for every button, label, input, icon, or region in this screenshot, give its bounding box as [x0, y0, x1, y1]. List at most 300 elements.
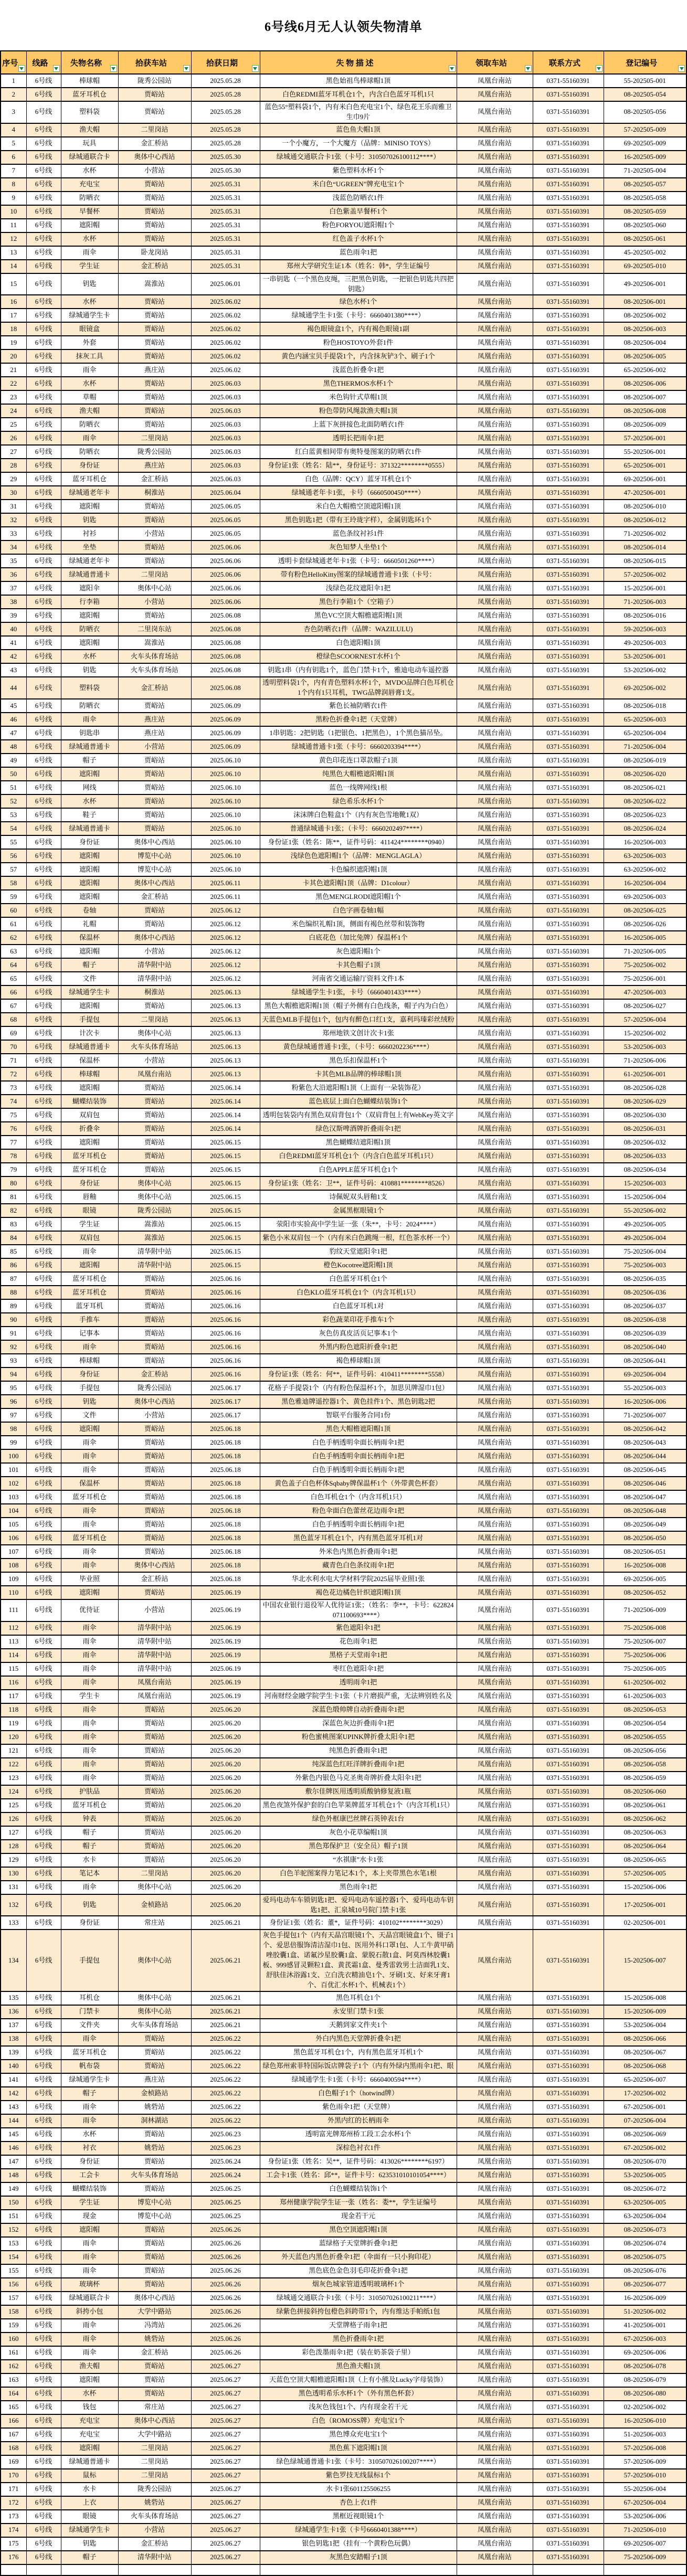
cell-line: 6号线 [26, 636, 61, 650]
cell-contact: 0371-55160391 [533, 164, 604, 178]
cell-item_name: 钥匙串 [61, 726, 118, 740]
table-row [1, 849, 686, 863]
cell-pickup_date: 2025.06.03 [191, 377, 260, 390]
cell-pickup_station: 小营站 [118, 1408, 191, 1422]
cell-pickup_station: 清华附中站 [118, 1662, 191, 1676]
cell-contact: 0371-55160391 [533, 390, 604, 404]
cell-index: 62 [1, 931, 26, 945]
cell-pickup_date: 2025.06.08 [191, 622, 260, 636]
cell-description: 紫色雨伞1把（天堂牌） [260, 2101, 457, 2114]
table-row [1, 418, 686, 431]
table-row [1, 246, 686, 260]
cell-index: 36 [1, 568, 26, 581]
cell-reg_no: 08-202506-020 [604, 767, 686, 781]
cell-pickup_station: 金桢路站 [118, 2087, 191, 2101]
cell-index: 29 [1, 472, 26, 486]
filter-icon[interactable] [53, 65, 60, 72]
cell-pickup_station: 博览中心站 [118, 863, 191, 876]
cell-pickup_station: 贾峪站 [118, 2264, 191, 2278]
cell-claim_station: 凤凰台南站 [457, 1504, 533, 1518]
cell-reg_no: 08-202506-060 [604, 1785, 686, 1799]
cell-pickup_date: 2025.06.15 [191, 1258, 260, 1272]
cell-line: 6号线 [26, 2455, 61, 2469]
cell-description: 橙绿色SCOORNEST水杯1个 [260, 650, 457, 663]
cell-contact: 0371-55160391 [533, 1204, 604, 1217]
cell-line: 6号线 [26, 2155, 61, 2169]
cell-contact: 0371-55160391 [533, 2073, 604, 2087]
cell-contact: 0371-55160391 [533, 205, 604, 219]
cell-claim_station: 凤凰台南站 [457, 1231, 533, 1245]
table-row [1, 754, 686, 767]
cell-reg_no: 65-202506-007 [604, 2073, 686, 2087]
cell-claim_station: 凤凰台南站 [457, 336, 533, 349]
cell-index: 108 [1, 1559, 26, 1572]
cell-reg_no: 08-202506-014 [604, 540, 686, 554]
cell-line: 6号线 [26, 445, 61, 459]
cell-line: 6号线 [26, 1067, 61, 1081]
cell-claim_station: 凤凰台南站 [457, 1299, 533, 1313]
filter-icon[interactable] [596, 65, 603, 72]
table-row [1, 1327, 686, 1340]
table-row [1, 726, 686, 740]
cell-line: 6号线 [26, 2087, 61, 2101]
cell-claim_station: 凤凰台南站 [457, 1559, 533, 1572]
cell-item_name: 遮阳帽 [61, 636, 118, 650]
table-row [1, 2182, 686, 2196]
table-row [1, 1586, 686, 1599]
cell-description: 紫色长袖防晒衣1件 [260, 699, 457, 713]
cell-reg_no: 53-202506-005 [604, 2169, 686, 2182]
cell-pickup_date: 2025.06.27 [191, 2524, 260, 2537]
cell-line: 6号线 [26, 1095, 61, 1108]
cell-claim_station: 凤凰台南站 [457, 273, 533, 295]
cell-pickup_station: 贾峪站 [118, 1136, 191, 1149]
cell-line: 6号线 [26, 2032, 61, 2046]
cell-claim_station: 凤凰台南站 [457, 540, 533, 554]
cell-index: 106 [1, 1531, 26, 1545]
cell-claim_station: 凤凰台南站 [457, 876, 533, 890]
cell-pickup_date: 2025.06.06 [191, 540, 260, 554]
table-row [1, 1313, 686, 1327]
cell-reg_no: 08-202506-035 [604, 1272, 686, 1286]
table-row [1, 1367, 686, 1381]
cell-reg_no: 16-202506-008 [604, 1559, 686, 1572]
cell-item_name: 雨伞 [61, 1731, 118, 1744]
cell-item_name: 防晒衣 [61, 699, 118, 713]
cell-pickup_date: 2025.06.27 [191, 2387, 260, 2401]
table-body [1, 74, 686, 2575]
cell-contact: 0371-55160391 [533, 2128, 604, 2142]
cell-contact: 0371-55160391 [533, 822, 604, 835]
cell-line: 6号线 [26, 1545, 61, 1559]
cell-description: 爱玛电动车车锁钥匙1把、爱玛电动车遥控器1个、爱玛电动车钥匙1把、汇泉城10号院门禁卡1张 [260, 1894, 457, 1916]
cell-claim_station: 凤凰台南站 [457, 178, 533, 192]
cell-pickup_date: 2025.06.10 [191, 794, 260, 808]
cell-reg_no: 02-202506-002 [604, 2401, 686, 2414]
cell-contact: 0371-55160391 [533, 931, 604, 945]
cell-line: 6号线 [26, 1559, 61, 1572]
cell-description: 身份证1张（姓名：何**，证件号码：410411********5558） [260, 1367, 457, 1381]
table-row [1, 985, 686, 999]
cell-pickup_station: 清华附中站 [118, 972, 191, 985]
cell-index: 107 [1, 1545, 26, 1559]
table-row [1, 1272, 686, 1286]
table-row [1, 486, 686, 500]
cell-index: 39 [1, 609, 26, 622]
cell-line: 6号线 [26, 1354, 61, 1367]
cell-pickup_station: 姚砦站 [118, 2333, 191, 2346]
cell-pickup_station: 贾峪站 [118, 309, 191, 322]
cell-line: 6号线 [26, 2237, 61, 2251]
table-row [1, 219, 686, 232]
cell-index: 79 [1, 1163, 26, 1176]
cell-index: 56 [1, 849, 26, 863]
cell-reg_no: 63-202506-004 [604, 2210, 686, 2223]
cell-index: 148 [1, 2169, 26, 2182]
cell-contact: 0371-55160391 [533, 890, 604, 904]
cell-line: 6号线 [26, 486, 61, 500]
filter-icon[interactable] [449, 65, 456, 72]
table-row [1, 2210, 686, 2223]
cell-reg_no: 41-202506-001 [604, 2319, 686, 2333]
table-row [1, 1299, 686, 1313]
cell-pickup_station: 贾峪站 [118, 178, 191, 192]
filter-icon[interactable] [183, 65, 190, 72]
table-row [1, 1717, 686, 1731]
cell-description: 郑州地铁文创计次卡1张 [260, 1026, 457, 1040]
cell-pickup_date: 2025.06.24 [191, 2155, 260, 2169]
table-row [1, 1245, 686, 1258]
table-row [1, 1095, 686, 1108]
cell-line: 6号线 [26, 2060, 61, 2073]
column-label: 线路 [32, 59, 48, 68]
cell-contact: 0371-55160391 [533, 1299, 604, 1313]
table-row [1, 1744, 686, 1758]
table-row [1, 1190, 686, 1204]
cell-contact: 0371-55160391 [533, 1991, 604, 2005]
cell-claim_station: 凤凰台南站 [457, 2537, 533, 2551]
cell-item_name: 眼镜 [61, 2510, 118, 2524]
cell-description: 黑色雅迪牌遥控器1个、黄色挂件1个、黑色钥匙2把 [260, 1395, 457, 1408]
cell-line: 6号线 [26, 232, 61, 246]
cell-item_name: 雨伞 [61, 1340, 118, 1354]
cell-reg_no: 53-202506-001 [604, 650, 686, 663]
cell-index: 28 [1, 459, 26, 472]
cell-description: 1串钥匙：2把钥匙（1把银色、1把黑色），1个黑色猫吊坠。 [260, 726, 457, 740]
cell-pickup_station: 贾峪站 [118, 404, 191, 418]
cell-claim_station: 凤凰台南站 [457, 1026, 533, 1040]
cell-reg_no: 65-202506-004 [604, 726, 686, 740]
cell-reg_no: 65-202506-003 [604, 713, 686, 726]
cell-line: 6号线 [26, 835, 61, 849]
cell-claim_station: 凤凰台南站 [457, 1545, 533, 1559]
cell-pickup_date: 2025.06.14 [191, 1108, 260, 1122]
cell-reg_no: 08-202506-066 [604, 2032, 686, 2046]
cell-contact: 0371-55160391 [533, 595, 604, 609]
cell-reg_no: 08-202506-051 [604, 1545, 686, 1559]
filter-icon[interactable] [110, 65, 117, 72]
table-row [1, 1340, 686, 1354]
cell-claim_station: 凤凰台南站 [457, 1635, 533, 1649]
cell-pickup_station: 奥体中心站 [118, 1026, 191, 1040]
cell-pickup_station: 奥体中心西站 [118, 1395, 191, 1408]
cell-description: 黑粉色折叠伞1把（天堂牌） [260, 713, 457, 726]
cell-reg_no: 08-202506-069 [604, 2128, 686, 2142]
cell-reg_no: 57-202506-001 [604, 431, 686, 445]
cell-description: 绿色汉斯啤酒牌折叠雨伞1把 [260, 1122, 457, 1136]
table-row [1, 1436, 686, 1449]
table-row [1, 2169, 686, 2182]
cell-pickup_station: 奥体中心站 [118, 1881, 191, 1894]
cell-contact: 0371-55160391 [533, 1717, 604, 1731]
cell-pickup_date: 2025.06.03 [191, 431, 260, 445]
cell-pickup_date: 2025.06.26 [191, 2305, 260, 2319]
cell-pickup_date: 2025.05.31 [191, 192, 260, 205]
cell-line: 6号线 [26, 754, 61, 767]
cell-description: 灰色知梦人坐垫1个 [260, 540, 457, 554]
cell-item_name: 雨伞 [61, 2114, 118, 2128]
cell-description: 米白色“UGREEN”牌充电宝1个 [260, 178, 457, 192]
table-row [1, 1635, 686, 1649]
cell-contact: 0371-55160391 [533, 2524, 604, 2537]
cell-claim_station: 凤凰台南站 [457, 1067, 533, 1081]
cell-contact: 0371-55160391 [533, 2442, 604, 2455]
cell-pickup_station: 贾峪站 [118, 101, 191, 123]
cell-reg_no: 75-202506-005 [604, 1662, 686, 1676]
cell-reg_no: 59-202506-003 [604, 622, 686, 636]
cell-pickup_date: 2025.06.27 [191, 2373, 260, 2387]
cell-reg_no: 61-202506-001 [604, 1067, 686, 1081]
cell-claim_station: 凤凰台南站 [457, 958, 533, 972]
cell-item_name: 钥匙 [61, 1395, 118, 1408]
table-row [1, 1463, 686, 1477]
cell-description: 一个小魔方，一个大魔方（品牌：MINISO TOYS） [260, 137, 457, 151]
cell-pickup_date: 2025.06.15 [191, 1149, 260, 1163]
cell-contact: 0371-55160391 [533, 2114, 604, 2128]
cell-pickup_date: 2025.06.17 [191, 1395, 260, 1408]
cell-pickup_station: 贾峪站 [118, 2278, 191, 2292]
cell-contact: 0371-55160391 [533, 1190, 604, 1204]
cell-description: 黑色折叠雨伞1把 [260, 2333, 457, 2346]
cell-pickup_station: 凤凰台南站 [118, 1690, 191, 1703]
cell-reg_no: 08-202506-019 [604, 754, 686, 767]
cell-contact: 0371-55160391 [533, 808, 604, 822]
cell-reg_no: 16-202506-005 [604, 931, 686, 945]
cell-index: 35 [1, 554, 26, 568]
cell-reg_no: 69-202506-001 [604, 472, 686, 486]
cell-reg_no: 08-202506-076 [604, 2264, 686, 2278]
cell-item_name: 身份证 [61, 1367, 118, 1381]
cell-index: 98 [1, 1422, 26, 1436]
cell-contact: 0371-55160391 [533, 273, 604, 295]
table-row [1, 2237, 686, 2251]
cell-reg_no: 53-202506-006 [604, 2510, 686, 2524]
table-row [1, 2305, 686, 2319]
cell-line: 6号线 [26, 781, 61, 794]
cell-pickup_date: 2025.06.27 [191, 2401, 260, 2414]
cell-description: 粉色FORYOU遮阳帽1个 [260, 219, 457, 232]
table-row [1, 2128, 686, 2142]
cell-pickup_station: 贾峪站 [118, 1422, 191, 1436]
cell-claim_station: 凤凰台南站 [457, 2360, 533, 2373]
cell-description: 浅绿色花纹遮阳伞1把 [260, 581, 457, 595]
cell-pickup_date: 2025.06.16 [191, 1286, 260, 1299]
cell-description: 敷尔佳牌医用透明质酸钠修复液1瓶 [260, 1785, 457, 1799]
cell-description: 白色蓝牙耳机仓1个 [260, 1272, 457, 1286]
cell-claim_station: 凤凰台南站 [457, 931, 533, 945]
cell-claim_station: 凤凰台南站 [457, 595, 533, 609]
cell-pickup_date: 2025.06.17 [191, 1408, 260, 1422]
cell-claim_station: 凤凰台南站 [457, 137, 533, 151]
cell-description: 黑色透明希乐水杯1个（外有黑色杯套） [260, 2387, 457, 2401]
cell-item_name: 鞋子 [61, 808, 118, 822]
cell-line: 6号线 [26, 2005, 61, 2019]
cell-pickup_station: 贾峪站 [118, 1272, 191, 1286]
filter-icon[interactable] [252, 65, 259, 72]
cell-contact: 0371-55160391 [533, 1122, 604, 1136]
cell-pickup_station: 金汇桥站 [118, 472, 191, 486]
cell-line: 6号线 [26, 363, 61, 377]
cell-description: 绿城通普通卡1张（卡号：6660203394****） [260, 740, 457, 754]
cell-item_name: 门禁卡 [61, 2005, 118, 2019]
cell-line: 6号线 [26, 2182, 61, 2196]
cell-claim_station: 凤凰台南站 [457, 1258, 533, 1272]
cell-item_name: 水杯 [61, 2387, 118, 2401]
cell-pickup_date: 2025.06.25 [191, 2196, 260, 2210]
cell-line: 6号线 [26, 2346, 61, 2360]
cell-index: 158 [1, 2305, 26, 2319]
cell-index: 58 [1, 876, 26, 890]
cell-item_name: 雨伞 [61, 1621, 118, 1635]
cell-reg_no: 08-202506-049 [604, 1518, 686, 1531]
cell-pickup_date: 2025.05.31 [191, 260, 260, 273]
cell-reg_no: 08-202506-039 [604, 1327, 686, 1340]
cell-contact: 0371-55160391 [533, 1272, 604, 1286]
cell-line: 6号线 [26, 1258, 61, 1272]
filter-icon[interactable] [525, 65, 532, 72]
table-row [1, 1930, 686, 1991]
cell-description: 普通绿城通卡1张；（卡号：6660202497****） [260, 822, 457, 835]
cell-contact: 0371-55160391 [533, 754, 604, 767]
cell-pickup_station: 贾峪站 [118, 1545, 191, 1559]
cell-contact: 0371-55160391 [533, 1313, 604, 1327]
cell-contact: 0371-55160391 [533, 101, 604, 123]
cell-index: 109 [1, 1572, 26, 1586]
cell-pickup_station: 贾峪站 [118, 2060, 191, 2073]
cell-claim_station: 凤凰台南站 [457, 1599, 533, 1621]
cell-pickup_station: 小营站 [118, 740, 191, 754]
cell-claim_station: 凤凰台南站 [457, 1518, 533, 1531]
cell-pickup_date: 2025.06.18 [191, 1490, 260, 1504]
cell-pickup_date: 2025.06.03 [191, 472, 260, 486]
cell-claim_station: 凤凰台南站 [457, 2483, 533, 2496]
cell-pickup_date: 2025.06.22 [191, 2101, 260, 2114]
filter-icon[interactable] [18, 65, 25, 72]
cell-contact: 0371-55160391 [533, 1067, 604, 1081]
table-row [1, 1422, 686, 1436]
cell-claim_station: 凤凰台南站 [457, 581, 533, 595]
cell-claim_station: 凤凰台南站 [457, 1408, 533, 1422]
cell-pickup_station: 常庄站 [118, 1916, 191, 1930]
cell-line: 6号线 [26, 273, 61, 295]
cell-reg_no: 08-202506-074 [604, 2237, 686, 2251]
table-row [1, 2223, 686, 2237]
cell-pickup_station: 贾峪站 [118, 336, 191, 349]
cell-item_name: 棒球帽 [61, 1067, 118, 1081]
cell-reg_no: 61-202506-003 [604, 1690, 686, 1703]
cell-contact: 0371-55160391 [533, 431, 604, 445]
cell-contact: 0371-55160391 [533, 609, 604, 622]
cell-item_name: 身份证 [61, 835, 118, 849]
table-row [1, 1621, 686, 1635]
cell-pickup_date: 2025.06.15 [191, 1231, 260, 1245]
cell-pickup_date: 2025.06.20 [191, 1772, 260, 1785]
cell-index: 150 [1, 2196, 26, 2210]
cell-description: 白色手柄透明伞面长柄雨伞1把 [260, 1449, 457, 1463]
cell-claim_station: 凤凰台南站 [457, 2087, 533, 2101]
cell-index: 140 [1, 2060, 26, 2073]
filter-icon[interactable] [678, 65, 685, 72]
cell-index: 156 [1, 2278, 26, 2292]
cell-line: 6号线 [26, 1518, 61, 1531]
cell-index: 117 [1, 1690, 26, 1703]
cell-claim_station: 凤凰台南站 [457, 2046, 533, 2060]
table-row [1, 1504, 686, 1518]
cell-line: 6号线 [26, 1649, 61, 1662]
table-row [1, 2196, 686, 2210]
cell-item_name: 身份证 [61, 2155, 118, 2169]
cell-description: 蓝色55°塑料袋1个，内有米白色充电宝1个、绿色花王乐而雅卫生巾9片 [260, 101, 457, 123]
cell-item_name: 雨伞 [61, 1772, 118, 1785]
table-row [1, 500, 686, 513]
table-row [1, 972, 686, 985]
cell-reg_no: 08-202506-063 [604, 1826, 686, 1840]
cell-reg_no: 08-202506-026 [604, 917, 686, 931]
cell-item_name: 钥匙 [61, 663, 118, 677]
cell-claim_station: 凤凰台南站 [457, 246, 533, 260]
cell-pickup_date: 2025.06.26 [191, 2278, 260, 2292]
cell-pickup_station: 二里岗站 [118, 2455, 191, 2469]
cell-index: 31 [1, 500, 26, 513]
cell-claim_station: 凤凰台南站 [457, 2319, 533, 2333]
cell-line: 6号线 [26, 192, 61, 205]
cell-claim_station: 凤凰台南站 [457, 1136, 533, 1149]
cell-contact: 0371-55160391 [533, 581, 604, 595]
table-row [1, 164, 686, 178]
cell-contact: 0371-55160391 [533, 2223, 604, 2237]
cell-description: 天蓝色空顶大帽檐遮阳帽1顶（上有小熊及Lucky字母装饰） [260, 2373, 457, 2387]
cell-line: 6号线 [26, 2073, 61, 2087]
cell-line: 6号线 [26, 581, 61, 595]
table-row [1, 1916, 686, 1930]
cell-pickup_date: 2025.06.13 [191, 1067, 260, 1081]
cell-claim_station: 凤凰台南站 [457, 219, 533, 232]
cell-reg_no: 08-202506-001 [604, 295, 686, 309]
cell-contact: 0371-55160391 [533, 2032, 604, 2046]
cell-description: 绿色郑州索菲特国际饭店牌袋子1个（内有外绿内黑雨伞1把、眼 [260, 2060, 457, 2073]
cell-pickup_station: 冯湾站 [118, 2319, 191, 2333]
cell-index: 167 [1, 2428, 26, 2442]
table-row [1, 472, 686, 486]
cell-contact: 0371-55160391 [533, 1395, 604, 1408]
cell-pickup_station: 大学中路站 [118, 2428, 191, 2442]
table-row [1, 835, 686, 849]
cell-contact: 0371-55160391 [533, 1518, 604, 1531]
cell-contact: 0371-55160391 [533, 1040, 604, 1054]
cell-contact: 0371-55160391 [533, 1916, 604, 1930]
cell-claim_station: 凤凰台南站 [457, 1122, 533, 1136]
cell-reg_no: 69-202506-004 [604, 1367, 686, 1381]
